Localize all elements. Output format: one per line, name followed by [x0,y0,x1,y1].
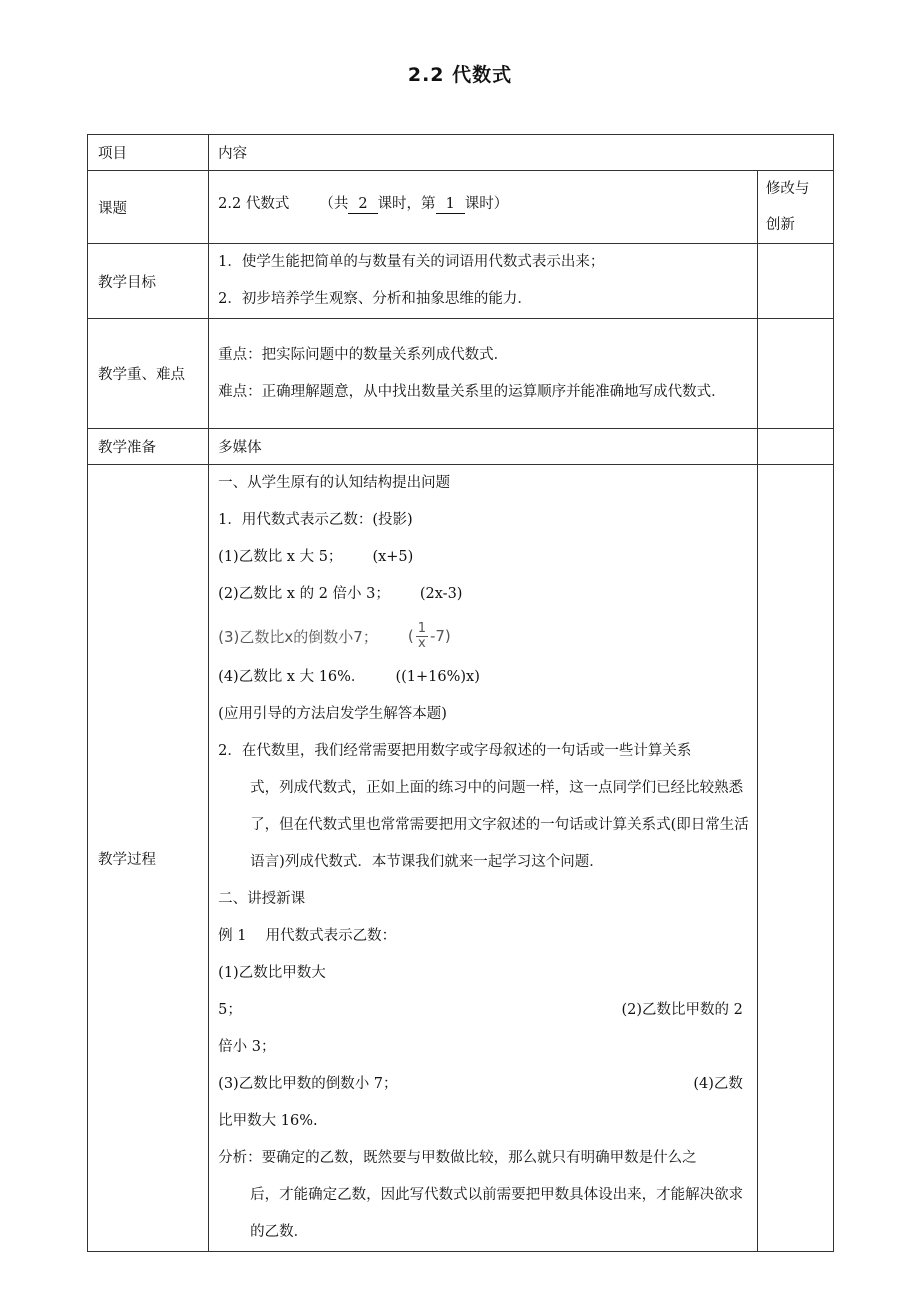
goals-content [209,244,758,319]
prep-content: 多媒体 [209,429,758,465]
analysis-lead: 分析：要确定的乙数，既然要与甲数做比较，那么就只有明确甲数是什么之 [218,1150,697,1166]
question-answer: (x+5) [372,549,414,565]
current-lesson: 1 [436,195,465,214]
question-item-fraction [218,613,751,659]
question-item [218,539,751,576]
topic-row [88,171,834,244]
question-answer: (2x-3) [419,586,463,602]
prep-label: 教学准备 [88,429,209,465]
goals-row [88,244,834,319]
keypoints-label: 教学重、难点 [88,319,209,429]
period-prefix: （共 [319,195,349,212]
question-text: (1)乙数比 x 大 5； [218,549,343,565]
revision-note-header [757,171,833,244]
key-point: 重点：把实际问题中的数量关系列成代数式． [218,346,509,363]
lesson-plan-table [87,134,834,1252]
paragraph-rest: 式，列成代数式，正如上面的练习中的问题一样，这一点同学们已经比较熟悉了，但在代数式里也常常需要把用文字叙述的一句话或计算关系式(即日常生活语言)列成代数式．本节课我们就来一起学习这个问题． [250,780,749,870]
header-content-cell: 内容 [209,135,834,171]
example-item-spread [218,992,751,1029]
process-row [88,465,834,1252]
difficult-point: 难点：正确理解题意，从中找出数量关系里的运算顺序并能准确地写成代数式． [218,383,726,400]
example-item: 倍小 3； [218,1039,276,1055]
keypoints-note-cell [757,319,833,429]
example-text: (2)乙数比甲数的 2 [621,1002,743,1018]
answer-open: ( [407,627,414,645]
paragraph-lead: 2．在代数里，我们经常需要把用数字或字母叙述的一句话或一些计算关系 [218,743,692,759]
goals-label: 教学目标 [88,244,209,319]
keypoints-content [209,319,758,429]
answer-close: -7) [429,627,451,645]
section-heading: 二、讲授新课 [218,891,306,907]
header-item-cell: 项目 [88,135,209,171]
fraction-denominator: x [417,635,426,651]
example-item: (1)乙数比甲数大 [218,965,326,981]
question-text: (4)乙数比 x 大 16%． [218,669,366,685]
total-lessons: 2 [348,195,377,214]
section-heading: 一、从学生原有的认知结构提出问题 [218,475,451,491]
example-text: (4)乙数 [693,1076,743,1092]
topic-label: 课题 [88,171,209,244]
example-item-spread [218,1066,751,1103]
fraction-numerator: 1 [417,620,426,636]
teaching-note: (应用引导的方法启发学生解答本题) [218,706,447,722]
page-title: 2.2 代数式 [407,64,513,86]
fraction [416,622,428,651]
question-item [218,576,751,613]
example-text: (3)乙数比甲数的倒数小 7； [218,1076,398,1092]
example-text: 5； [218,1002,242,1018]
process-note-cell [757,465,833,1252]
period-suffix: 课时） [464,195,509,212]
keypoints-row [88,319,834,429]
question-text: (3)乙数比x的倒数小7； [218,627,378,646]
table-header-row [88,135,834,171]
goal-item: 1．使学生能把简单的与数量有关的词语用代数式表示出来； [218,254,605,270]
analysis-rest: 后，才能确定乙数，因此写代数式以前需要把甲数具体设出来，才能解决欲求的乙数． [250,1187,744,1240]
example-item: 比甲数大 16%. [218,1113,318,1129]
question-item [218,659,751,696]
note-line-2: 创新 [765,217,795,233]
example-title: 例 1 用代数式表示乙数： [218,928,397,944]
goals-note-cell [757,244,833,319]
question-text: (2)乙数比 x 的 2 倍小 3； [218,586,390,602]
process-content [209,465,758,1252]
topic-content [209,171,758,244]
process-label: 教学过程 [88,465,209,1252]
topic-text: 2.2 代数式 [218,195,290,212]
prep-note-cell [757,429,833,465]
note-line-1: 修改与 [765,181,810,197]
period-mid: 课时，第 [377,195,436,212]
prep-row [88,429,834,465]
question-title: 1．用代数式表示乙数：(投影) [218,512,413,528]
goal-item: 2．初步培养学生观察、分析和抽象思维的能力． [218,291,532,307]
question-answer: ((1+16%)x) [395,669,480,685]
